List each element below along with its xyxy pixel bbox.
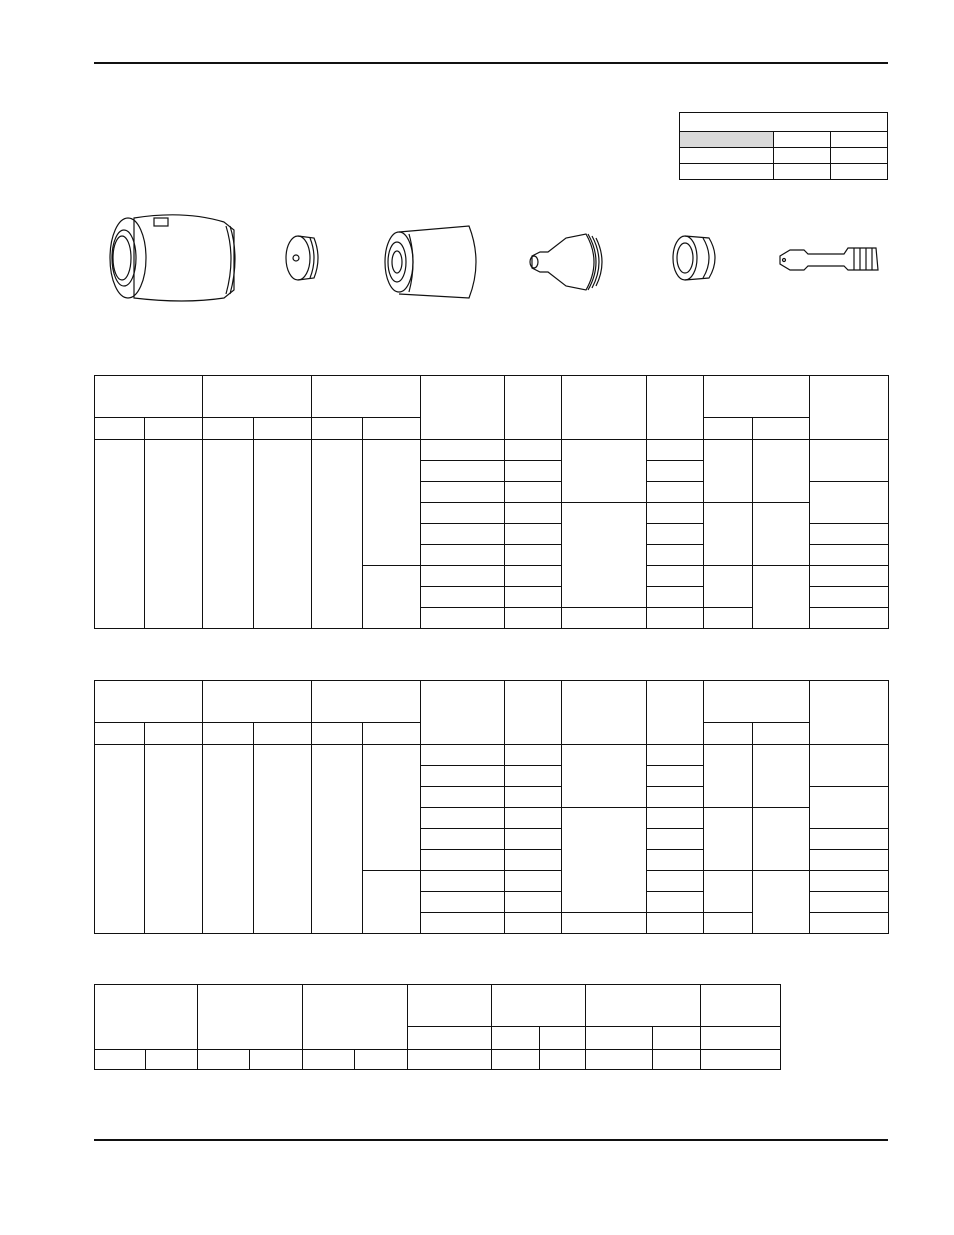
table-cell (421, 871, 505, 892)
header-cell (810, 376, 889, 440)
cut-chart-2 (94, 680, 889, 934)
table-cell (421, 503, 505, 524)
table-cell (95, 1050, 146, 1070)
subheader-cell (704, 418, 753, 440)
header-cell (647, 681, 704, 745)
table-cell (753, 440, 810, 503)
table-cell (254, 440, 312, 629)
table-cell (810, 566, 889, 587)
table-cell (421, 566, 505, 587)
header-cell (312, 376, 421, 418)
header-cell (810, 681, 889, 745)
header-cell (95, 985, 198, 1050)
table-cell (810, 829, 889, 850)
subheader-cell (203, 418, 254, 440)
table-cell (810, 440, 889, 482)
subheader-cell (586, 1027, 653, 1050)
table-cell (363, 745, 421, 871)
subheader-cell (254, 418, 312, 440)
subheader-cell (701, 1027, 781, 1050)
header-cell (704, 681, 810, 723)
table-cell (421, 608, 505, 629)
table-cell (647, 461, 704, 482)
table-cell (146, 1050, 198, 1070)
table-cell (250, 1050, 303, 1070)
table-cell (647, 766, 704, 787)
table-cell (647, 566, 704, 587)
table-cell (408, 1050, 492, 1070)
table-cell (810, 482, 889, 524)
legend-cell (680, 132, 774, 148)
table-cell (95, 745, 145, 934)
swirl-ring-icon (673, 236, 715, 280)
table-cell (647, 482, 704, 503)
table-cell (753, 566, 810, 629)
header-cell (95, 376, 203, 418)
table-cell (810, 608, 889, 629)
table-cell (363, 440, 421, 566)
footer-rule (94, 1139, 888, 1141)
table-cell (505, 440, 562, 461)
table-cell (704, 745, 753, 808)
table-cell (810, 913, 889, 934)
cut-chart-1 (94, 375, 889, 629)
table-cell (505, 503, 562, 524)
table-cell (363, 871, 421, 934)
table-cell (647, 745, 704, 766)
table-cell (254, 745, 312, 934)
table-cell (701, 1050, 781, 1070)
table-cell (505, 482, 562, 503)
table-cell (810, 892, 889, 913)
table-cell (421, 482, 505, 503)
table-cell (653, 1050, 701, 1070)
subheader-cell (312, 418, 363, 440)
table-cell (421, 440, 505, 461)
subheader-cell (95, 418, 145, 440)
table-cell (421, 766, 505, 787)
legend-cell (774, 164, 831, 180)
table-cell (647, 808, 704, 829)
table-cell (586, 1050, 653, 1070)
table-cell (198, 1050, 250, 1070)
table-cell (647, 587, 704, 608)
header-cell (701, 985, 781, 1027)
header-rule (94, 62, 888, 64)
table-cell (505, 608, 562, 629)
cut-chart-3 (94, 984, 781, 1070)
table-cell (647, 871, 704, 892)
subheader-cell (753, 723, 810, 745)
legend-title (680, 113, 888, 132)
header-cell (203, 681, 312, 723)
table-cell (647, 850, 704, 871)
shield-icon (110, 215, 235, 301)
table-cell (312, 745, 363, 934)
consumable-parts-illustration (94, 200, 888, 310)
table-cell (753, 871, 810, 934)
legend-cell (774, 148, 831, 164)
table-cell (505, 587, 562, 608)
table-cell (704, 503, 753, 566)
subheader-cell (312, 723, 363, 745)
subheader-cell (254, 723, 312, 745)
table-cell (421, 587, 505, 608)
table-cell (505, 545, 562, 566)
subheader-cell (363, 723, 421, 745)
subheader-cell (203, 723, 254, 745)
legend-table (679, 112, 888, 180)
header-cell (95, 681, 203, 723)
header-cell (586, 985, 701, 1027)
subheader-cell (363, 418, 421, 440)
table-cell (203, 745, 254, 934)
table-cell (810, 587, 889, 608)
table-cell (562, 608, 647, 629)
header-cell (505, 681, 562, 745)
table-cell (647, 913, 704, 934)
table-cell (540, 1050, 586, 1070)
shield-cap-icon (286, 236, 318, 280)
table-cell (505, 850, 562, 871)
header-cell (421, 681, 505, 745)
table-cell (505, 913, 562, 934)
retaining-cap-icon (385, 226, 476, 298)
header-cell (421, 376, 505, 440)
header-cell (647, 376, 704, 440)
legend-cell (831, 148, 888, 164)
header-cell (203, 376, 312, 418)
table-cell (810, 524, 889, 545)
header-cell (562, 376, 647, 440)
subheader-cell (408, 1027, 492, 1050)
table-cell (303, 1050, 355, 1070)
legend-cell (680, 164, 774, 180)
table-cell (421, 913, 505, 934)
legend-cell (831, 132, 888, 148)
table-cell (704, 871, 753, 913)
table-cell (704, 566, 753, 608)
header-cell (505, 376, 562, 440)
table-cell (810, 850, 889, 871)
table-cell (421, 892, 505, 913)
table-cell (647, 503, 704, 524)
table-cell (647, 524, 704, 545)
table-cell (95, 440, 145, 629)
table-cell (704, 808, 753, 871)
subheader-cell (653, 1027, 701, 1050)
table-cell (505, 871, 562, 892)
table-cell (810, 545, 889, 566)
table-cell (562, 913, 647, 934)
table-cell (505, 766, 562, 787)
table-cell (647, 829, 704, 850)
table-cell (647, 892, 704, 913)
table-cell (562, 503, 647, 608)
table-cell (505, 829, 562, 850)
table-cell (505, 787, 562, 808)
table-cell (505, 524, 562, 545)
table-cell (562, 808, 647, 913)
subheader-cell (145, 723, 203, 745)
table-cell (753, 503, 810, 566)
table-cell (363, 566, 421, 629)
table-cell (505, 745, 562, 766)
header-cell (704, 376, 810, 418)
table-cell (505, 566, 562, 587)
header-cell (198, 985, 303, 1050)
table-cell (810, 871, 889, 892)
table-cell (647, 787, 704, 808)
subheader-cell (753, 418, 810, 440)
table-cell (704, 440, 753, 503)
table-cell (312, 440, 363, 629)
subheader-cell (704, 723, 753, 745)
table-cell (145, 440, 203, 629)
table-cell (562, 745, 647, 808)
table-cell (421, 850, 505, 871)
legend-cell (831, 164, 888, 180)
header-cell (303, 985, 408, 1050)
table-cell (753, 745, 810, 808)
table-cell (421, 787, 505, 808)
electrode-icon (780, 248, 878, 270)
table-cell (562, 440, 647, 503)
table-cell (505, 808, 562, 829)
table-cell (753, 808, 810, 871)
subheader-cell (540, 1027, 586, 1050)
header-cell (492, 985, 586, 1027)
table-cell (647, 608, 704, 629)
table-cell (505, 461, 562, 482)
table-cell (421, 545, 505, 566)
table-cell (704, 608, 753, 629)
table-cell (492, 1050, 540, 1070)
table-cell (704, 913, 753, 934)
table-cell (810, 787, 889, 829)
header-cell (562, 681, 647, 745)
legend-cell (680, 148, 774, 164)
table-cell (810, 745, 889, 787)
table-cell (421, 461, 505, 482)
table-cell (145, 745, 203, 934)
table-cell (421, 808, 505, 829)
table-cell (421, 745, 505, 766)
header-cell (312, 681, 421, 723)
subheader-cell (95, 723, 145, 745)
table-cell (203, 440, 254, 629)
header-cell (408, 985, 492, 1027)
nozzle-icon (530, 234, 602, 290)
legend-cell (774, 132, 831, 148)
subheader-cell (145, 418, 203, 440)
table-cell (505, 892, 562, 913)
table-cell (421, 829, 505, 850)
table-cell (421, 524, 505, 545)
table-cell (647, 440, 704, 461)
table-cell (355, 1050, 408, 1070)
table-cell (647, 545, 704, 566)
subheader-cell (492, 1027, 540, 1050)
